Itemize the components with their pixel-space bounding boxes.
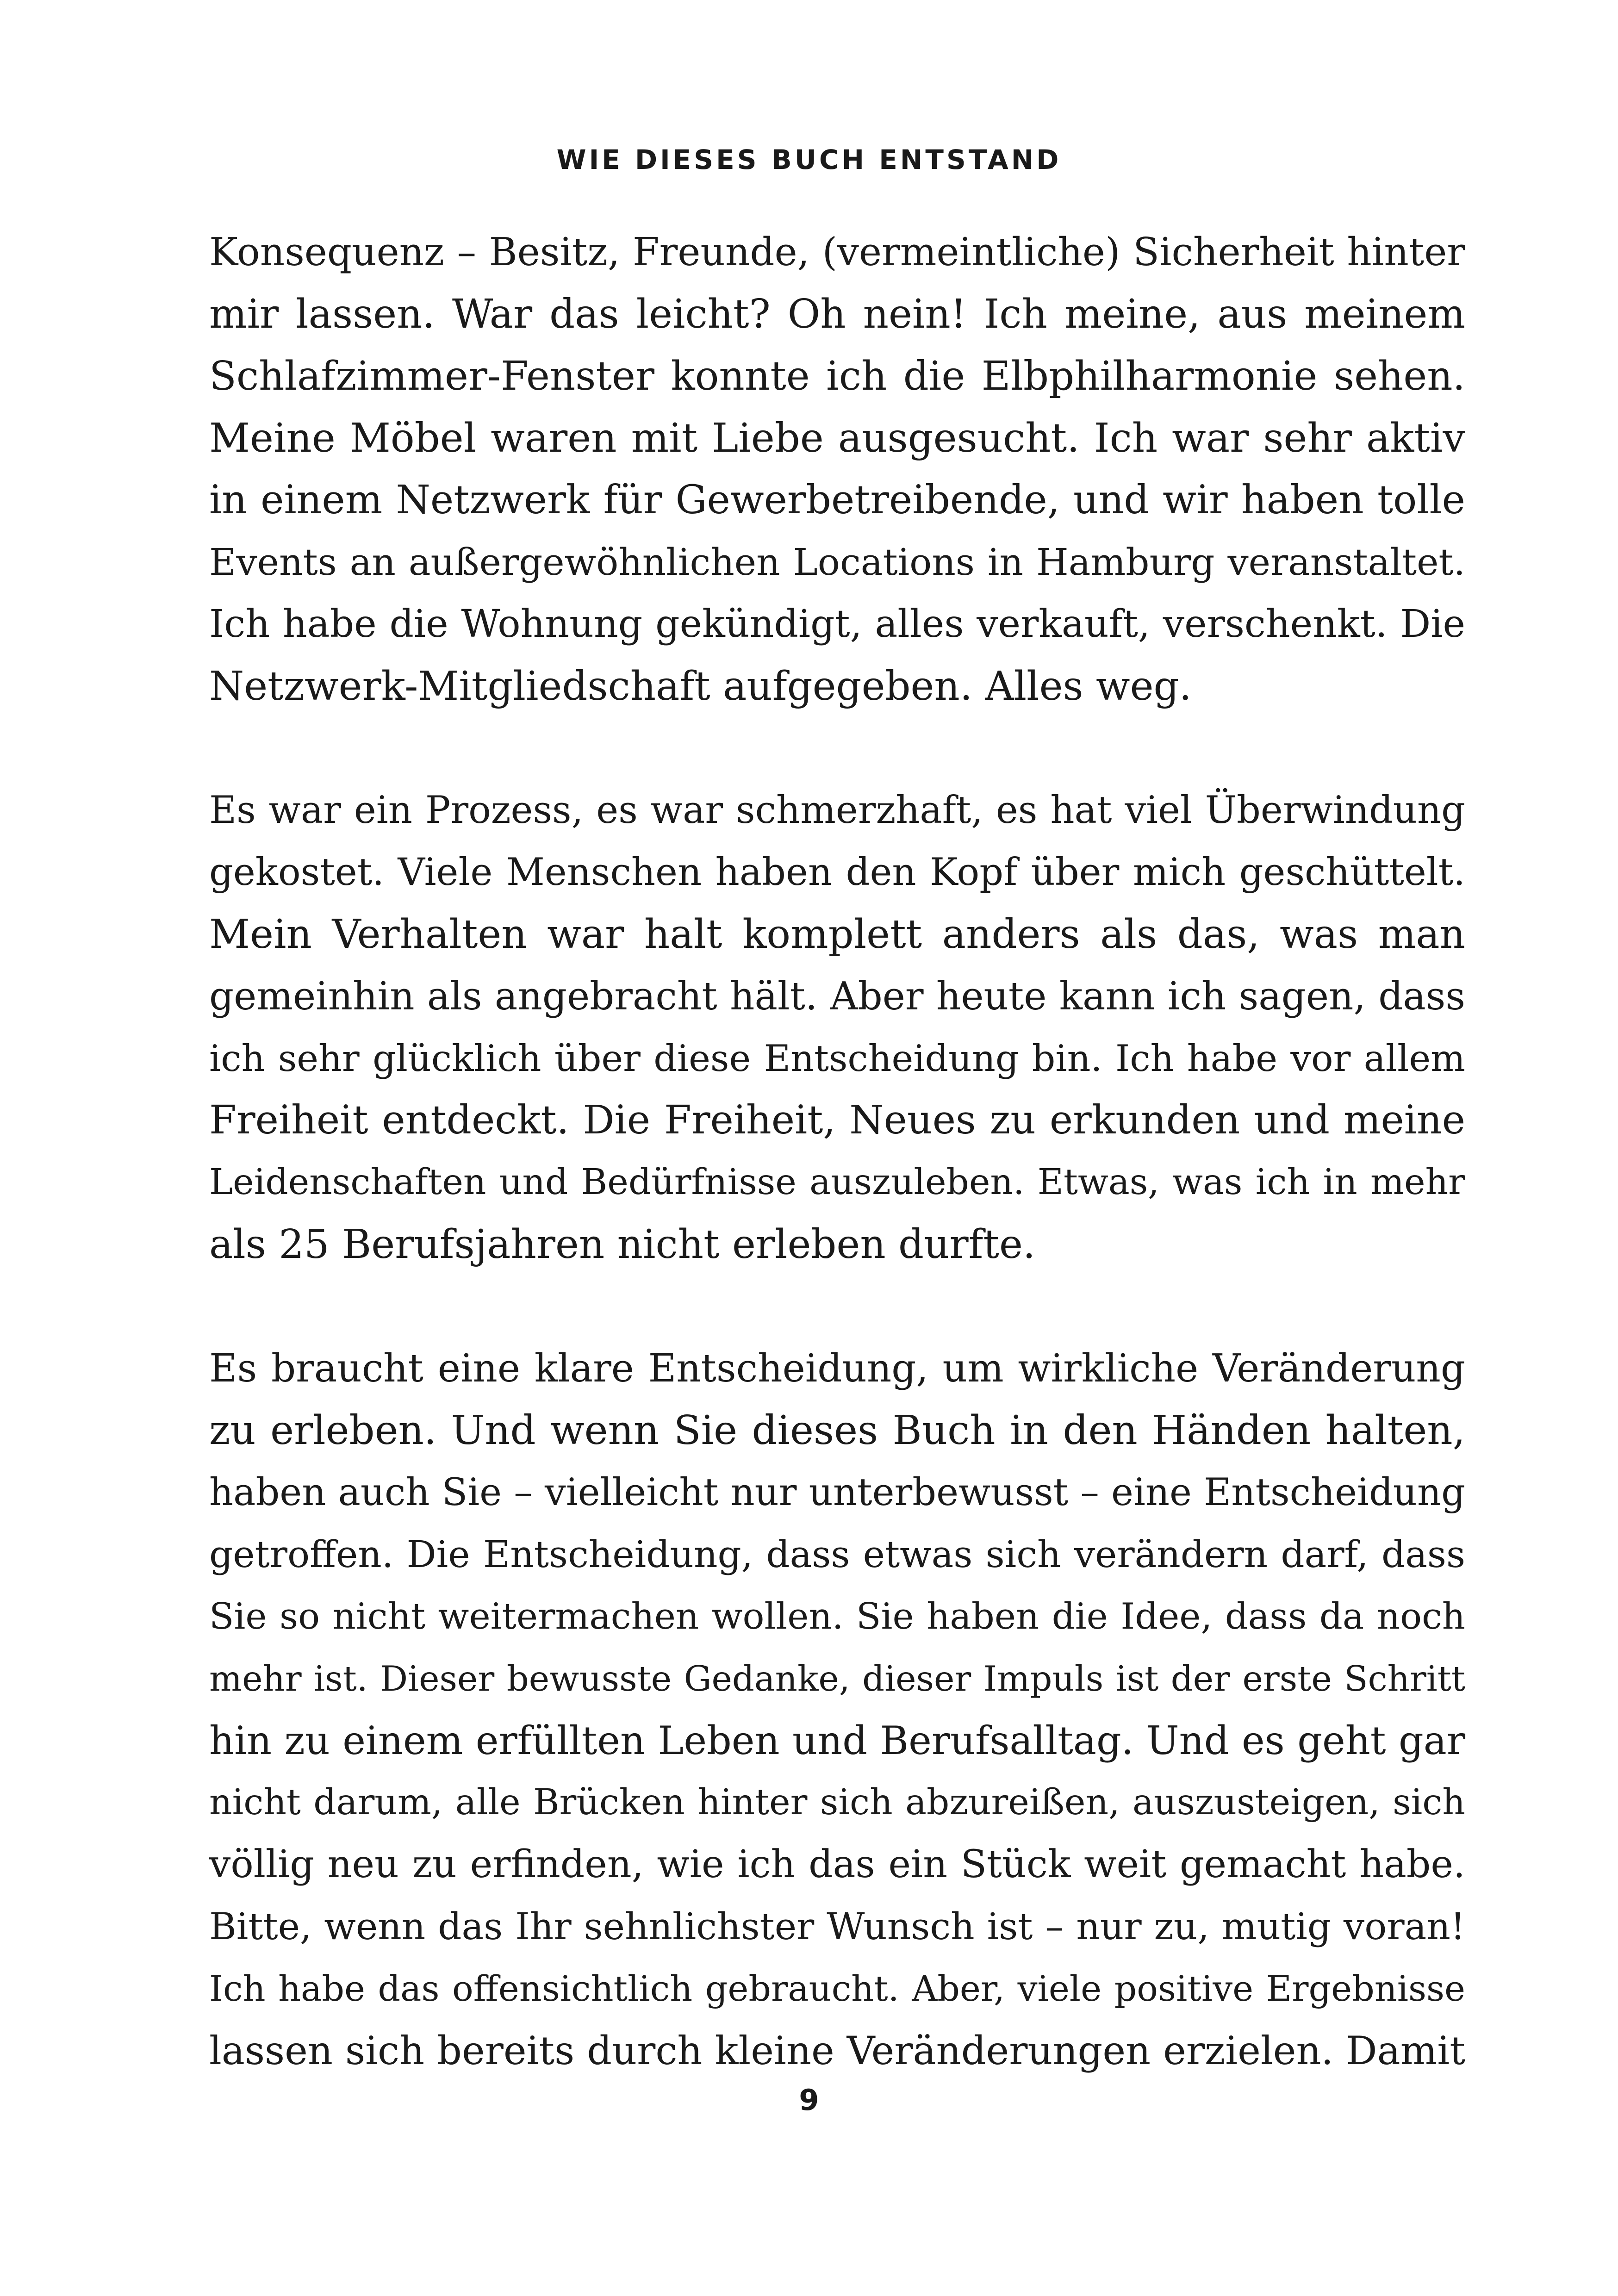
text-line: zu erleben. Und wenn Sie dieses Buch in den Händen halten, [209,1407,1465,1454]
text-line: Es war ein Prozess, es war schmerzhaft, es hat viel Überwindung [209,789,1465,832]
text-line: Bitte, wenn das Ihr sehnlichster Wunsch ist – nur zu, mutig voran! [209,1905,1465,1948]
text-line: Es braucht eine klare Entscheidung, um wirkliche Veränderung [209,1346,1465,1391]
running-head-title: WIE DIESES BUCH ENTSTAND [556,144,1062,175]
text-line: Schlafzimmer-Fenster konnte ich die Elbphilharmonie sehen. [209,353,1465,399]
paragraph [209,1338,1465,2082]
text-line: hin zu einem erfüllten Leben und Berufsalltag. Und es geht gar [209,1718,1465,1763]
paragraph [209,221,1465,717]
text-line: nicht darum, alle Brücken hinter sich abzureißen, auszusteigen, sich [209,1782,1465,1823]
paragraph-gap [209,717,1465,779]
text-line: Mein Verhalten war halt komplett anders als das, was man [209,911,1465,958]
text-line: gekostet. Viele Menschen haben den Kopf über mich geschüttelt. [209,851,1465,894]
text-line: als 25 Berufsjahren nicht erleben durfte. [209,1221,1036,1268]
paragraph-gap [209,1276,1465,1338]
text-line: haben auch Sie – vielleicht nur unterbewusst – eine Entscheidung [209,1471,1465,1514]
paragraph [209,779,1465,1276]
text-line: Leidenschaften und Bedürfnisse auszuleben. Etwas, was ich in mehr [209,1162,1465,1203]
text-line: Netzwerk-Mitgliedschaft aufgegeben. Alles weg. [209,663,1192,709]
text-line: Ich habe die Wohnung gekündigt, alles verkauft, verschenkt. Die [209,602,1465,646]
text-line: mir lassen. War das leicht? Oh nein! Ich meine, aus meinem [209,291,1465,337]
text-line: getroffen. Die Entscheidung, dass etwas sich verändern darf, dass [209,1533,1465,1576]
text-line: in einem Netzwerk für Gewerbetreibende, und wir haben tolle [209,477,1465,523]
text-line: gemeinhin als angebracht hält. Aber heute kann ich sagen, dass [209,974,1465,1019]
text-line: Ich habe das offensichtlich gebraucht. Aber, viele positive Ergebnisse [209,1968,1465,2009]
text-line: mehr ist. Dieser bewusste Gedanke, dieser Impuls ist der erste Schritt [209,1658,1465,1699]
body-text [209,221,1465,2082]
text-line: Events an außergewöhnlichen Locations in Hamburg veranstaltet. [209,541,1465,584]
text-line: Sie so nicht weitermachen wollen. Sie haben die Idee, dass da noch [209,1596,1465,1637]
text-line: völlig neu zu erfinden, wie ich das ein Stück weit gemacht habe. [209,1842,1465,1886]
text-line: lassen sich bereits durch kleine Veränderungen erzielen. Damit [209,2028,1465,2073]
page-number: 9 [799,2083,819,2117]
text-line: Meine Möbel waren mit Liebe ausgesucht. Ich war sehr aktiv [209,415,1465,461]
text-line: Konsequenz – Besitz, Freunde, (vermeintliche) Sicherheit hinter [209,230,1465,274]
text-line: ich sehr glücklich über diese Entscheidung bin. Ich habe vor allem [209,1037,1465,1080]
text-line: Freiheit entdeckt. Die Freiheit, Neues zu erkunden und meine [209,1097,1465,1143]
